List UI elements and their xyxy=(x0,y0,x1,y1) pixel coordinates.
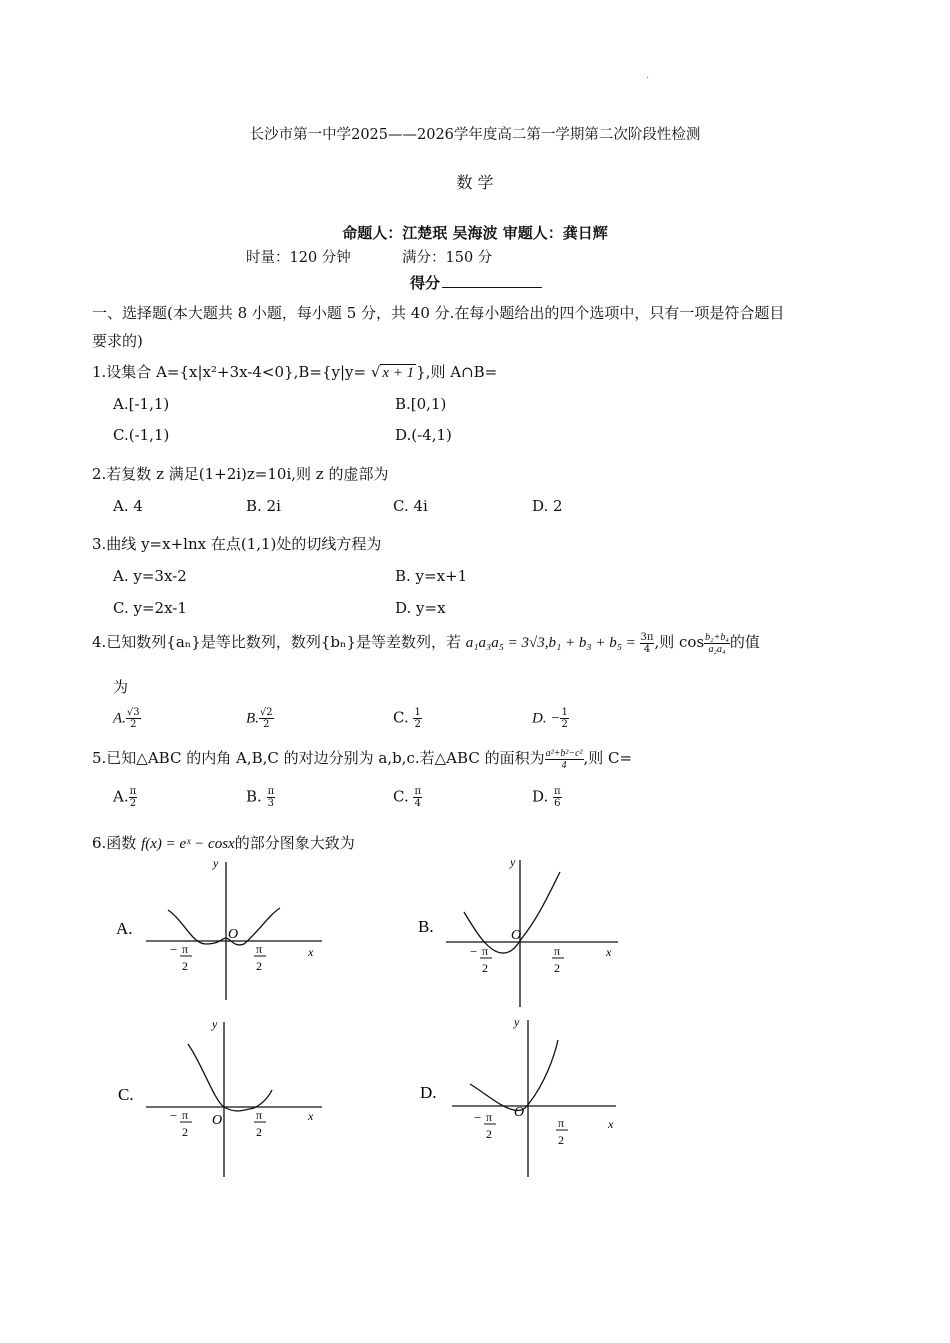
graph-c-neg-two: 2 xyxy=(182,1125,188,1139)
q4-option-a xyxy=(113,707,141,730)
q5-frac-num: a²+b²−c² xyxy=(545,747,583,759)
q2-option-b: B. 2i xyxy=(246,497,281,515)
graph-c-pos-pi: π xyxy=(256,1108,263,1122)
q4-option-d-den: 2 xyxy=(561,719,568,730)
graph-a-curve xyxy=(168,908,280,945)
q5-option-c-den: 4 xyxy=(414,798,421,809)
graph-b xyxy=(410,852,640,1012)
graph-c-pos-two: 2 xyxy=(256,1125,262,1139)
q1-option-b: B.[0,1) xyxy=(395,395,447,413)
graph-c-neg-pi: π xyxy=(182,1108,189,1122)
q4-option-d-num: 1 xyxy=(561,707,568,718)
q1-stem-b: },则 A∩B= xyxy=(416,363,498,381)
q3-option-c: C. y=2x-1 xyxy=(113,599,187,617)
q2-stem: 2.若复数 z 满足(1+2i)z=10i,则 z 的虚部为 xyxy=(92,465,389,483)
graph-b-y-label: y xyxy=(510,855,516,869)
q5-stem xyxy=(92,747,632,771)
q4-frac2 xyxy=(704,632,730,655)
graph-d-label: D. xyxy=(420,1083,437,1102)
q4-option-c-prefix: C. xyxy=(393,708,414,727)
q4-stem-c: 的值 xyxy=(729,633,760,651)
q4-option-b-prefix: B. xyxy=(246,710,259,727)
q5-frac-den: 4 xyxy=(561,759,567,771)
q5-option-b xyxy=(246,786,275,809)
exam-title: 长沙市第一中学2025——2026学年度高二第一学期第二次阶段性检测 xyxy=(249,127,701,143)
q5-stem-b: ,则 C= xyxy=(583,749,633,767)
q5-option-b-prefix: B. xyxy=(246,787,267,806)
q4-option-a-frac xyxy=(126,707,141,730)
graph-c-origin: O xyxy=(212,1113,223,1128)
q4-frac1-num: 3π xyxy=(640,631,654,643)
q2-option-a: A. 4 xyxy=(113,497,143,515)
q4-option-b xyxy=(246,707,274,730)
graph-d-minus: − xyxy=(474,1110,482,1125)
q4-cond2: b₁ + b₃ + b₅ = xyxy=(548,635,640,651)
q4-stem xyxy=(92,627,760,658)
graph-d-y-label: y xyxy=(514,1015,520,1029)
q1-stem-a: 1.设集合 A={x|x²+3x-4<0},B={y|y= xyxy=(92,363,371,381)
q4-option-d-prefix: D. − xyxy=(532,710,561,727)
q1-option-a: A.[-1,1) xyxy=(113,395,170,413)
graph-c-x-label: x xyxy=(308,1109,314,1123)
graph-d-curve xyxy=(470,1040,558,1111)
q5-option-d-den: 6 xyxy=(554,798,561,809)
graph-a-pos-two: 2 xyxy=(256,959,262,973)
q5-option-d-prefix: D. xyxy=(532,787,554,806)
graph-c xyxy=(110,1012,340,1182)
q4-stem-a: 4.已知数列{aₙ}是等比数列，数列{bₙ}是等差数列，若 xyxy=(92,633,466,651)
q4-option-b-num: √2 xyxy=(259,707,273,718)
graph-c-y-label: y xyxy=(212,1017,218,1031)
q4-frac1 xyxy=(640,632,655,655)
q1-sqrt: √ xyxy=(370,363,381,381)
graph-a-neg-pi: π xyxy=(182,942,189,956)
q5-option-a-frac xyxy=(129,786,138,809)
q2-option-d: D. 2 xyxy=(532,497,563,515)
q6-function: f(x) = eˣ − cosx xyxy=(141,836,235,852)
q3-stem: 3.曲线 y=x+lnx 在点(1,1)处的切线方程为 xyxy=(92,535,382,553)
q5-option-c-num: π xyxy=(414,786,422,797)
q5-option-c-frac xyxy=(413,786,422,809)
q5-option-c xyxy=(393,786,422,809)
q5-option-d xyxy=(532,786,562,809)
q4-option-a-den: 2 xyxy=(126,718,141,730)
q5-option-a xyxy=(113,786,137,809)
q4-option-a-num: √3 xyxy=(126,707,140,718)
graph-b-neg-two: 2 xyxy=(482,961,488,975)
q5-option-b-frac xyxy=(267,786,276,809)
q3-option-b: B. y=x+1 xyxy=(395,567,468,585)
q5-option-a-den: 2 xyxy=(129,798,137,809)
graph-b-neg-pi: π xyxy=(482,944,489,958)
q6-stem-b: 的部分图象大致为 xyxy=(234,834,355,852)
score-blank xyxy=(442,273,542,288)
q5-option-c-prefix: C. xyxy=(393,787,414,806)
q3-option-a: A. y=3x-2 xyxy=(113,567,187,585)
graph-a-y-label: y xyxy=(213,856,219,870)
q6-stem xyxy=(92,832,355,853)
graph-d-neg-pi: π xyxy=(486,1110,493,1124)
graph-a-label: A. xyxy=(116,919,133,938)
graph-a-pos-pi: π xyxy=(256,942,263,956)
q5-option-d-num: π xyxy=(554,786,561,797)
section-heading-line2: 要求的) xyxy=(92,332,143,350)
q4-option-d-frac xyxy=(560,707,568,730)
section-heading-line1: 一、选择题(本大题共 8 小题，每小题 5 分，共 40 分.在每小题给出的四个选项中，只有一项是符合题目 xyxy=(92,304,785,322)
q5-option-a-num: π xyxy=(129,786,137,797)
graph-a-minus: − xyxy=(170,942,178,957)
authors-line: 命题人：江楚珉 吴海波 审题人：龚日辉 xyxy=(342,224,608,242)
q5-stem-a: 5.已知△ABC 的内角 A,B,C 的对边分别为 a,b,c.若△ABC 的面积为 xyxy=(92,749,545,767)
stray-dot: . xyxy=(646,70,650,81)
graph-c-label: C. xyxy=(118,1085,134,1104)
q3-option-d: D. y=x xyxy=(395,599,446,617)
q4-option-a-prefix: A. xyxy=(113,710,126,727)
q1-radicand: x + 1 xyxy=(382,365,415,381)
q4-option-b-frac xyxy=(259,707,274,730)
q5-frac xyxy=(545,748,584,771)
q1-option-c: C.(-1,1) xyxy=(113,426,170,444)
graph-d-neg-two: 2 xyxy=(486,1127,492,1141)
graph-a xyxy=(110,852,340,1002)
q5-option-b-num: π xyxy=(267,786,275,797)
graph-d-pos-pi: π xyxy=(558,1116,565,1130)
graph-a-neg-two: 2 xyxy=(182,959,188,973)
q4-frac1-den: 4 xyxy=(643,643,651,655)
q4-option-c xyxy=(393,707,422,730)
q4-option-c-frac xyxy=(413,707,421,730)
graph-d xyxy=(410,1012,640,1182)
graph-b-pos-two: 2 xyxy=(554,961,560,975)
q4-frac2-den: a₂a₄ xyxy=(708,643,726,655)
q4-stem-cont: 为 xyxy=(113,678,129,696)
graph-c-minus: − xyxy=(170,1108,178,1123)
q2-option-c: C. 4i xyxy=(393,497,428,515)
graph-a-x-label: x xyxy=(308,945,314,959)
graph-c-curve xyxy=(188,1044,272,1111)
graph-b-x-label: x xyxy=(606,945,612,959)
graph-b-pos-pi: π xyxy=(554,944,561,958)
q1-stem xyxy=(92,361,497,382)
q5-option-a-prefix: A. xyxy=(113,787,129,806)
q4-option-d xyxy=(532,707,569,730)
score-total: 满分：150 分 xyxy=(402,250,493,266)
graph-d-x-label: x xyxy=(608,1117,614,1131)
q4-cond1: a₁a₃a₅ = 3√3, xyxy=(465,635,549,651)
score-field xyxy=(410,272,542,293)
q5-option-d-frac xyxy=(553,786,562,809)
q6-stem-a: 6.函数 xyxy=(92,834,142,852)
graph-a-origin: O xyxy=(228,927,239,942)
q1-option-d: D.(-4,1) xyxy=(395,426,452,444)
graph-b-minus: − xyxy=(470,944,478,959)
graph-d-pos-two: 2 xyxy=(558,1133,564,1147)
q4-option-c-num: 1 xyxy=(414,707,421,718)
q4-option-c-den: 2 xyxy=(414,719,421,730)
time-label: 时量：120 分钟 xyxy=(246,250,351,266)
q4-stem-b: ,则 cos xyxy=(654,633,705,651)
subject-title: 数 学 xyxy=(456,173,494,192)
q4-frac2-num: b₂+b₄ xyxy=(705,631,729,643)
graph-b-label: B. xyxy=(418,917,434,936)
q4-option-b-den: 2 xyxy=(259,718,274,730)
q5-option-b-den: 3 xyxy=(267,798,275,809)
graph-d-origin: O xyxy=(514,1105,525,1120)
score-label: 得分 xyxy=(410,274,441,292)
graph-b-origin: O xyxy=(511,928,522,943)
